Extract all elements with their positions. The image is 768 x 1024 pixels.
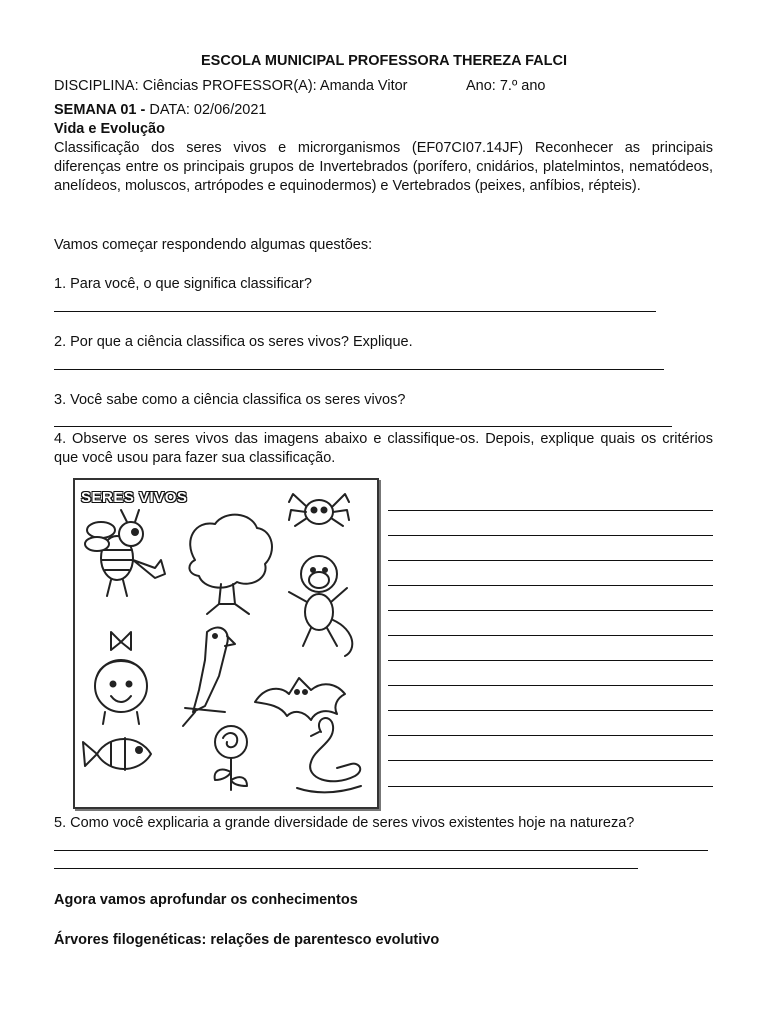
section-title: Vida e Evolução xyxy=(54,121,165,137)
illustration-title: SERES VIVOS xyxy=(81,489,188,506)
discipline-line: DISCIPLINA: Ciências PROFESSOR(A): Amanda Vitor xyxy=(54,78,408,94)
spider-drawing xyxy=(289,494,349,526)
swan-drawing xyxy=(297,718,361,792)
answer-line-q4-11[interactable] xyxy=(388,760,713,761)
section-intro: Classificação dos seres vivos e microrganismos (EF07CI07.14JF) Reconhecer as principais diferenças entre os principais grupos de Invertebrados (porífero, cnidários, platelmintos, nematódeos, anelídeos, moluscos, artrópodes e equinodermos) e Vertebrados (peixes, anfíbios, répteis). xyxy=(54,140,713,194)
answer-line-q4-2[interactable] xyxy=(388,535,713,536)
school-title: ESCOLA MUNICIPAL PROFESSORA THEREZA FALCI xyxy=(200,53,567,69)
girl-drawing xyxy=(95,632,147,724)
living-beings-illustration xyxy=(73,478,379,809)
answer-line-q4-5[interactable] xyxy=(388,610,713,611)
question-4: 4. Observe os seres vivos das imagens abaixo e classifique-os. Depois, explique quais os critérios que você usou para fazer sua classificação. xyxy=(54,431,713,466)
answer-line-q4-3[interactable] xyxy=(388,560,713,561)
week-label: SEMANA 01 - xyxy=(54,102,146,118)
questions-prompt: Vamos começar respondendo algumas questões: xyxy=(54,237,373,253)
answer-line-q4-10[interactable] xyxy=(388,735,713,736)
answer-line-q4-6[interactable] xyxy=(388,635,713,636)
school-year: Ano: 7.º ano xyxy=(466,78,546,94)
fish-drawing xyxy=(83,738,151,770)
rose-drawing xyxy=(215,726,247,790)
date-label: DATA: 02/06/2021 xyxy=(145,102,267,118)
illustration-drawings xyxy=(75,480,377,807)
tree-drawing xyxy=(189,515,272,614)
monkey-drawing xyxy=(289,556,352,656)
question-3: 3. Você sabe como a ciência classifica os seres vivos? xyxy=(54,392,406,408)
answer-line-q2[interactable] xyxy=(54,369,664,370)
answer-line-q4-7[interactable] xyxy=(388,660,713,661)
parrot-drawing xyxy=(183,628,235,726)
answer-line-q4-1[interactable] xyxy=(388,510,713,511)
question-5: 5. Como você explicaria a grande diversidade de seres vivos existentes hoje na natureza? xyxy=(54,815,635,831)
answer-line-q3[interactable] xyxy=(54,426,672,427)
bat-drawing xyxy=(255,678,345,720)
deepen-heading: Agora vamos aprofundar os conhecimentos xyxy=(54,892,358,908)
phylogenetic-trees-heading: Árvores filogenéticas: relações de parentesco evolutivo xyxy=(54,932,440,948)
answer-line-q1[interactable] xyxy=(54,311,656,312)
week-date-line xyxy=(54,101,267,120)
question-1: 1. Para você, o que significa classificar? xyxy=(54,276,312,292)
answer-line-q5-2[interactable] xyxy=(54,868,638,869)
answer-line-q4-9[interactable] xyxy=(388,710,713,711)
question-2: 2. Por que a ciência classifica os seres vivos? Explique. xyxy=(54,334,413,350)
bee-drawing xyxy=(85,510,165,596)
answer-line-q4-4[interactable] xyxy=(388,585,713,586)
answer-line-q4-8[interactable] xyxy=(388,685,713,686)
answer-line-q5-1[interactable] xyxy=(54,850,708,851)
answer-line-q4-12[interactable] xyxy=(388,786,713,787)
